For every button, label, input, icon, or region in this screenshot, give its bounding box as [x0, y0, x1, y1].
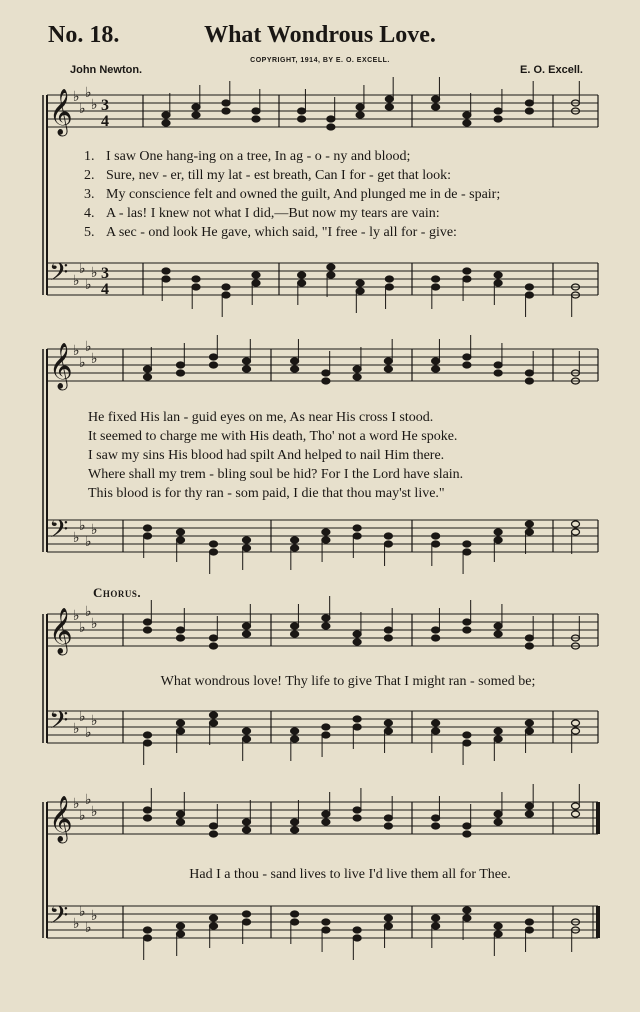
lyric-text: Had I a thou - sand lives to live I'd live them all for Thee. — [189, 867, 511, 882]
composer-credit: E. O. Excell. — [520, 64, 583, 76]
key-signature-flat: ♭ — [73, 721, 80, 737]
key-signature-flat: ♭ — [91, 713, 98, 729]
note-head — [177, 720, 185, 726]
note-head — [210, 541, 218, 547]
key-signature-flat: ♭ — [85, 920, 92, 936]
note-head — [291, 366, 299, 372]
note-head — [291, 911, 299, 917]
note-head — [243, 358, 251, 364]
note-head — [432, 104, 440, 110]
lyric-line — [84, 147, 594, 166]
note-head — [385, 276, 393, 282]
key-signature-flat: ♭ — [85, 604, 92, 620]
key-signature-flat: ♭ — [91, 616, 98, 632]
hymn-title: What Wondrous Love. — [204, 22, 436, 48]
bass-clef: 𝄢 — [49, 258, 69, 293]
lyric-line — [88, 446, 598, 465]
note-head — [177, 635, 185, 641]
lyric-line — [84, 185, 594, 204]
note-head — [243, 537, 251, 543]
note-head — [322, 811, 330, 817]
lyric-text: My conscience felt and owned the guilt, And plunged me in de - spair; — [106, 187, 501, 202]
bass-clef: 𝄢 — [49, 706, 69, 741]
note-head — [177, 819, 185, 825]
note-head — [463, 354, 471, 360]
note-head — [291, 623, 299, 629]
note-head — [525, 643, 533, 649]
note-head — [322, 732, 330, 738]
note-head — [384, 541, 392, 547]
key-signature-flat: ♭ — [85, 792, 92, 808]
note-head — [463, 549, 471, 555]
note-head — [494, 529, 502, 535]
lyric-line — [88, 408, 598, 427]
note-head — [353, 807, 361, 813]
key-signature-flat: ♭ — [85, 339, 92, 355]
note-head — [463, 268, 471, 274]
verse-number: 4. — [84, 206, 95, 221]
key-signature-flat: ♭ — [91, 265, 98, 281]
key-signature-flat: ♭ — [73, 530, 80, 546]
note-head — [162, 268, 170, 274]
key-signature-flat: ♭ — [91, 804, 98, 820]
note-head — [494, 728, 502, 734]
note-head — [384, 915, 392, 921]
note-head — [192, 276, 200, 282]
note-head — [356, 288, 364, 294]
note-head — [494, 811, 502, 817]
note-head — [525, 635, 533, 641]
note-head — [572, 803, 580, 809]
note-head — [525, 919, 533, 925]
key-signature-flat: ♭ — [79, 355, 86, 371]
verse-lyrics-system-2 — [88, 408, 598, 503]
note-head — [525, 811, 533, 817]
note-head — [572, 811, 580, 817]
note-head — [243, 819, 251, 825]
note-head — [322, 378, 330, 384]
note-head — [291, 728, 299, 734]
note-head — [222, 100, 230, 106]
verse-number: 3. — [84, 187, 95, 202]
note-head — [322, 927, 330, 933]
note-head — [327, 124, 335, 130]
note-head — [322, 724, 330, 730]
note-head — [572, 529, 580, 535]
note-head — [162, 276, 170, 282]
note-head — [291, 819, 299, 825]
lyric-line — [84, 166, 594, 185]
note-head — [432, 366, 440, 372]
note-head — [298, 116, 306, 122]
key-signature-flat: ♭ — [91, 908, 98, 924]
note-head — [353, 374, 361, 380]
note-head — [384, 627, 392, 633]
note-head — [210, 915, 218, 921]
note-head — [384, 533, 392, 539]
note-head — [463, 112, 471, 118]
treble-clef: 𝄞 — [49, 89, 73, 135]
note-head — [291, 919, 299, 925]
note-head — [463, 276, 471, 282]
note-head — [144, 525, 152, 531]
note-head — [144, 740, 152, 746]
key-signature-flat: ♭ — [73, 343, 80, 359]
hymn-number: No. 18. — [48, 22, 120, 48]
note-head — [463, 627, 471, 633]
note-head — [353, 927, 361, 933]
note-head — [162, 120, 170, 126]
key-signature-flat: ♭ — [79, 518, 86, 534]
note-head — [463, 823, 471, 829]
note-head — [432, 915, 440, 921]
note-head — [327, 264, 335, 270]
note-head — [243, 736, 251, 742]
note-head — [384, 635, 392, 641]
note-head — [353, 639, 361, 645]
lyric-text: This blood is for thy ran - som paid, I die that thou may'st live." — [88, 486, 445, 501]
note-head — [322, 819, 330, 825]
treble-clef: 𝄞 — [49, 796, 73, 842]
note-head — [525, 370, 533, 376]
note-head — [177, 931, 185, 937]
note-head — [525, 529, 533, 535]
note-head — [144, 627, 152, 633]
note-head — [494, 931, 502, 937]
lyric-text: What wondrous love! Thy life to give That I might ran - somed be; — [160, 674, 536, 689]
verse-lyrics-system-1 — [84, 147, 594, 242]
note-head — [432, 728, 440, 734]
key-signature-flat: ♭ — [91, 522, 98, 538]
lyric-text: A - las! I knew not what I did,—But now my tears are vain: — [106, 206, 440, 221]
note-head — [494, 819, 502, 825]
time-signature-bottom: 4 — [101, 113, 109, 130]
lyricist-credit: John Newton. — [70, 64, 143, 76]
time-signature-top: 3 — [101, 97, 109, 114]
note-head — [327, 272, 335, 278]
note-head — [494, 362, 502, 368]
note-head — [494, 116, 502, 122]
note-head — [463, 362, 471, 368]
note-head — [525, 720, 533, 726]
note-head — [494, 736, 502, 742]
note-head — [298, 272, 306, 278]
note-head — [144, 533, 152, 539]
note-head — [243, 366, 251, 372]
note-head — [243, 631, 251, 637]
key-signature-flat: ♭ — [79, 709, 86, 725]
lyric-text: I saw my sins His blood had spilt And helped to nail Him there. — [88, 448, 445, 463]
note-head — [144, 815, 152, 821]
note-head — [322, 370, 330, 376]
lyric-text: He fixed His lan - guid eyes on me, As near His cross I stood. — [88, 410, 434, 425]
note-head — [353, 724, 361, 730]
note-head — [353, 815, 361, 821]
copyright-notice: COPYRIGHT, 1914, BY E. O. EXCELL. — [250, 57, 390, 64]
note-head — [252, 108, 260, 114]
chorus-label: Chorus. — [93, 585, 142, 600]
note-head — [177, 728, 185, 734]
note-head — [210, 823, 218, 829]
note-head — [356, 112, 364, 118]
note-head — [210, 643, 218, 649]
note-head — [525, 100, 533, 106]
note-head — [144, 732, 152, 738]
note-head — [494, 108, 502, 114]
note-head — [210, 549, 218, 555]
note-head — [463, 831, 471, 837]
note-head — [210, 831, 218, 837]
note-head — [384, 358, 392, 364]
note-head — [177, 923, 185, 929]
note-head — [463, 915, 471, 921]
note-head — [432, 627, 440, 633]
key-signature-flat: ♭ — [85, 277, 92, 293]
note-head — [385, 104, 393, 110]
note-head — [572, 728, 580, 734]
note-head — [384, 923, 392, 929]
note-head — [291, 827, 299, 833]
verse-number: 5. — [84, 225, 95, 240]
note-head — [177, 529, 185, 535]
note-head — [525, 292, 533, 298]
note-head — [432, 923, 440, 929]
note-head — [177, 537, 185, 543]
note-head — [322, 615, 330, 621]
key-signature-flat: ♭ — [73, 916, 80, 932]
note-head — [353, 533, 361, 539]
note-head — [356, 280, 364, 286]
note-head — [463, 907, 471, 913]
note-head — [252, 116, 260, 122]
note-head — [192, 104, 200, 110]
note-head — [291, 358, 299, 364]
lyric-text: I saw One hang-ing on a tree, In ag - o - ny and blood; — [106, 149, 411, 164]
note-head — [463, 541, 471, 547]
note-head — [385, 284, 393, 290]
note-head — [210, 712, 218, 718]
lyric-line — [88, 484, 598, 503]
note-head — [494, 631, 502, 637]
bass-clef: 𝄢 — [49, 901, 69, 936]
lyric-line — [95, 865, 605, 884]
note-head — [494, 537, 502, 543]
note-head — [463, 732, 471, 738]
treble-clef: 𝄞 — [49, 608, 73, 654]
note-head — [243, 623, 251, 629]
verse-number: 1. — [84, 149, 95, 164]
note-head — [353, 366, 361, 372]
note-head — [494, 623, 502, 629]
note-head — [525, 108, 533, 114]
lyric-line — [84, 223, 594, 242]
verse-number: 2. — [84, 168, 95, 183]
note-head — [463, 120, 471, 126]
chorus-lyrics-system-4 — [95, 865, 605, 884]
note-head — [243, 545, 251, 551]
note-head — [525, 378, 533, 384]
note-head — [327, 116, 335, 122]
note-head — [494, 272, 502, 278]
note-head — [144, 927, 152, 933]
note-head — [252, 272, 260, 278]
lyric-line — [84, 204, 594, 223]
note-head — [144, 366, 152, 372]
note-head — [144, 619, 152, 625]
key-signature-flat: ♭ — [79, 261, 86, 277]
key-signature-flat: ♭ — [73, 608, 80, 624]
note-head — [322, 537, 330, 543]
note-head — [494, 370, 502, 376]
note-head — [291, 736, 299, 742]
note-head — [291, 537, 299, 543]
note-head — [210, 635, 218, 641]
note-head — [525, 728, 533, 734]
key-signature-flat: ♭ — [91, 97, 98, 113]
lyric-line — [88, 465, 598, 484]
lyric-text: Sure, nev - er, till my lat - est breath, Can I for - get that look: — [106, 168, 452, 183]
note-head — [494, 923, 502, 929]
key-signature-flat: ♭ — [79, 101, 86, 117]
note-head — [291, 545, 299, 551]
note-head — [298, 280, 306, 286]
note-head — [210, 923, 218, 929]
note-head — [572, 720, 580, 726]
lyric-line — [93, 672, 603, 691]
note-head — [192, 284, 200, 290]
key-signature-flat: ♭ — [85, 725, 92, 741]
note-head — [162, 112, 170, 118]
note-head — [525, 927, 533, 933]
key-signature-flat: ♭ — [79, 808, 86, 824]
note-head — [572, 521, 580, 527]
time-signature-top: 3 — [101, 265, 109, 282]
note-head — [222, 284, 230, 290]
note-head — [144, 935, 152, 941]
bass-clef: 𝄢 — [49, 515, 69, 550]
time-signature-bottom: 4 — [101, 281, 109, 298]
note-head — [494, 280, 502, 286]
note-head — [384, 823, 392, 829]
note-head — [432, 96, 440, 102]
key-signature-flat: ♭ — [79, 620, 86, 636]
note-head — [177, 362, 185, 368]
chorus-lyrics-system-3 — [93, 672, 603, 691]
note-head — [432, 533, 440, 539]
note-head — [432, 815, 440, 821]
lyric-text: It seemed to charge me with His death, Tho' not a word He spoke. — [88, 429, 458, 444]
note-head — [384, 728, 392, 734]
note-head — [384, 815, 392, 821]
note-head — [322, 919, 330, 925]
note-head — [177, 627, 185, 633]
note-head — [252, 280, 260, 286]
key-signature-flat: ♭ — [85, 534, 92, 550]
key-signature-flat: ♭ — [85, 85, 92, 101]
note-head — [210, 362, 218, 368]
note-head — [298, 108, 306, 114]
note-head — [353, 525, 361, 531]
note-head — [222, 108, 230, 114]
treble-clef: 𝄞 — [49, 343, 73, 389]
note-head — [432, 284, 440, 290]
note-head — [144, 374, 152, 380]
key-signature-flat: ♭ — [79, 904, 86, 920]
note-head — [385, 96, 393, 102]
note-head — [243, 911, 251, 917]
note-head — [525, 803, 533, 809]
note-head — [525, 521, 533, 527]
note-head — [432, 720, 440, 726]
note-head — [384, 720, 392, 726]
note-head — [210, 720, 218, 726]
lyric-text: A sec - ond look He gave, which said, "I free - ly all for - give: — [106, 225, 457, 240]
note-head — [356, 104, 364, 110]
key-signature-flat: ♭ — [73, 89, 80, 105]
key-signature-flat: ♭ — [73, 796, 80, 812]
note-head — [353, 935, 361, 941]
note-head — [177, 370, 185, 376]
note-head — [432, 635, 440, 641]
lyric-text: Where shall my trem - bling soul be hid? For I the Lord have slain. — [88, 467, 464, 482]
lyric-line — [88, 427, 598, 446]
note-head — [322, 529, 330, 535]
note-head — [222, 292, 230, 298]
note-head — [243, 827, 251, 833]
note-head — [432, 541, 440, 547]
note-head — [353, 716, 361, 722]
note-head — [322, 623, 330, 629]
note-head — [525, 284, 533, 290]
note-head — [432, 823, 440, 829]
key-signature-flat: ♭ — [73, 273, 80, 289]
note-head — [432, 358, 440, 364]
note-head — [144, 807, 152, 813]
note-head — [432, 276, 440, 282]
note-head — [353, 631, 361, 637]
note-head — [210, 354, 218, 360]
note-head — [177, 811, 185, 817]
note-head — [291, 631, 299, 637]
note-head — [384, 366, 392, 372]
note-head — [463, 619, 471, 625]
note-head — [243, 728, 251, 734]
key-signature-flat: ♭ — [91, 351, 98, 367]
note-head — [192, 112, 200, 118]
note-head — [243, 919, 251, 925]
note-head — [463, 740, 471, 746]
